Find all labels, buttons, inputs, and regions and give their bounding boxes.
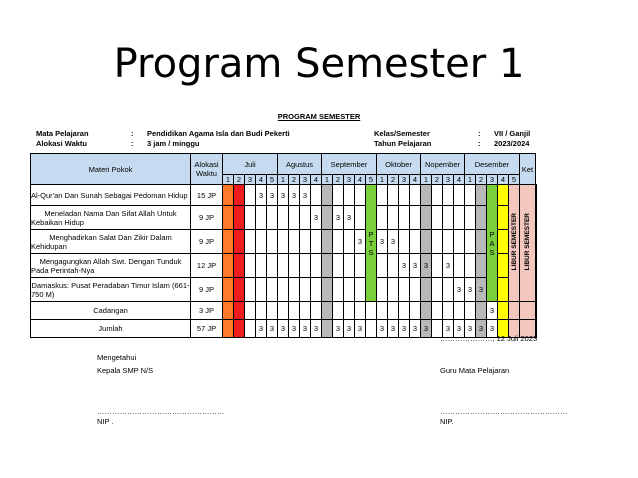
guru-label: Guru Mata Pelajaran <box>440 366 510 375</box>
week-number: 1 <box>278 175 289 185</box>
ket-cell <box>536 278 537 302</box>
week-cell <box>410 302 421 320</box>
week-cell <box>322 206 333 230</box>
materi-cell: Mengagungkan Allah Swt. Dengan Tunduk Pada Perintah-Nya <box>31 254 191 278</box>
week-cell <box>245 185 256 206</box>
week-number: 4 <box>498 175 509 185</box>
table-row <box>31 278 537 302</box>
week-cell <box>377 278 388 302</box>
mengetahui-label: Mengetahui <box>97 353 137 362</box>
week-cell <box>454 185 465 206</box>
week-cell: 3 <box>421 254 432 278</box>
week-cell <box>432 302 443 320</box>
materi-cell: Damaskus: Pusat Peradaban Timur Islam (661-750 M) <box>31 278 191 302</box>
week-cell <box>498 230 509 254</box>
program-semester-table <box>30 153 537 338</box>
week-cell: 3 <box>355 320 366 338</box>
week-cell <box>311 278 322 302</box>
week-cell: 3 <box>454 320 465 338</box>
cadangan-label: Cadangan <box>31 302 191 320</box>
alokasi-cell: 57 JP <box>191 320 223 338</box>
week-cell <box>333 254 344 278</box>
week-cell: 3 <box>278 320 289 338</box>
week-cell <box>223 278 234 302</box>
week-number: 1 <box>322 175 333 185</box>
week-cell: 3 <box>465 278 476 302</box>
week-cell <box>355 278 366 302</box>
week-cell: 3 <box>399 320 410 338</box>
week-cell <box>421 206 432 230</box>
libur-semester-cell <box>520 185 536 302</box>
week-cell <box>465 254 476 278</box>
week-cell <box>443 278 454 302</box>
week-cell <box>465 185 476 206</box>
week-cell <box>289 302 300 320</box>
header-month: Desember <box>465 154 520 175</box>
nip-right: NIP. <box>440 417 454 426</box>
week-cell <box>366 302 377 320</box>
week-cell: 3 <box>289 320 300 338</box>
week-cell <box>498 254 509 278</box>
week-cell <box>432 230 443 254</box>
week-cell <box>322 302 333 320</box>
week-cell <box>311 254 322 278</box>
week-cell <box>366 320 377 338</box>
header-materi: Materi Pokok <box>31 154 191 185</box>
week-cell <box>498 302 509 320</box>
week-number: 2 <box>432 175 443 185</box>
week-cell <box>234 254 245 278</box>
week-cell: 3 <box>355 230 366 254</box>
week-number: 1 <box>465 175 476 185</box>
week-cell <box>476 254 487 278</box>
subject-value: Pendidikan Agama Isla dan Budi Pekerti <box>147 129 290 138</box>
table-row <box>31 230 537 254</box>
week-cell <box>245 302 256 320</box>
week-cell <box>245 230 256 254</box>
week-cell <box>454 206 465 230</box>
table-row <box>31 254 537 278</box>
week-number: 2 <box>333 175 344 185</box>
week-cell <box>432 254 443 278</box>
header-month: Oktober <box>377 154 421 175</box>
week-number: 2 <box>388 175 399 185</box>
week-cell: 3 <box>465 320 476 338</box>
week-number: 3 <box>300 175 311 185</box>
week-cell <box>421 278 432 302</box>
libur-semester-cell <box>509 185 520 302</box>
week-cell <box>421 230 432 254</box>
week-cell <box>278 302 289 320</box>
week-cell <box>498 278 509 302</box>
week-cell <box>300 206 311 230</box>
week-cell <box>355 254 366 278</box>
week-cell <box>256 206 267 230</box>
week-cell <box>443 230 454 254</box>
subject-label: Mata Pelajaran <box>36 129 89 138</box>
table-row <box>31 206 537 230</box>
week-cell: 3 <box>487 320 498 338</box>
week-cell <box>223 206 234 230</box>
week-cell <box>344 185 355 206</box>
week-cell <box>498 206 509 230</box>
week-cell: 3 <box>311 206 322 230</box>
ket-cell <box>536 230 537 254</box>
week-cell <box>234 206 245 230</box>
week-cell <box>234 302 245 320</box>
week-cell <box>289 230 300 254</box>
week-cell <box>234 230 245 254</box>
week-cell <box>454 254 465 278</box>
week-cell <box>476 230 487 254</box>
week-number: 4 <box>256 175 267 185</box>
week-cell <box>388 206 399 230</box>
week-cell: 3 <box>300 320 311 338</box>
week-cell <box>520 302 536 320</box>
week-cell <box>333 278 344 302</box>
week-cell <box>289 206 300 230</box>
table-row <box>31 185 537 206</box>
week-cell <box>289 254 300 278</box>
week-cell <box>234 185 245 206</box>
week-cell: 3 <box>454 278 465 302</box>
time-label: Alokasi Waktu <box>36 139 87 148</box>
header-month: Juli <box>223 154 278 175</box>
week-cell <box>322 230 333 254</box>
week-cell <box>311 185 322 206</box>
signature-line-left: …………………………………………… <box>97 407 225 416</box>
week-cell <box>267 206 278 230</box>
week-cell <box>311 302 322 320</box>
week-cell: 3 <box>344 206 355 230</box>
week-cell <box>465 230 476 254</box>
signature-line-right: …………………………………………… <box>440 407 568 416</box>
week-cell <box>300 230 311 254</box>
week-cell <box>344 254 355 278</box>
week-number: 5 <box>267 175 278 185</box>
week-cell <box>344 302 355 320</box>
alokasi-cell: 15 JP <box>191 185 223 206</box>
week-cell: 3 <box>377 320 388 338</box>
week-cell <box>410 185 421 206</box>
week-cell <box>465 206 476 230</box>
week-cell <box>388 278 399 302</box>
week-cell <box>355 302 366 320</box>
week-cell: 3 <box>399 254 410 278</box>
class-value: VII / Ganjil <box>494 129 531 138</box>
week-cell <box>344 278 355 302</box>
week-cell: 3 <box>377 230 388 254</box>
week-cell: 3 <box>289 185 300 206</box>
week-cell: 3 <box>388 230 399 254</box>
week-cell <box>388 302 399 320</box>
class-colon: : <box>478 129 481 138</box>
week-cell <box>399 230 410 254</box>
week-cell <box>388 254 399 278</box>
week-cell <box>278 254 289 278</box>
header-row-months <box>31 154 537 175</box>
week-cell <box>322 320 333 338</box>
week-cell <box>333 185 344 206</box>
week-number: 5 <box>366 175 377 185</box>
week-cell <box>223 254 234 278</box>
week-cell <box>267 230 278 254</box>
ket-cell <box>536 185 537 206</box>
week-cell <box>267 278 278 302</box>
week-cell: 3 <box>311 320 322 338</box>
week-cell <box>245 254 256 278</box>
time-colon: : <box>131 139 134 148</box>
time-value: 3 jam / minggu <box>147 139 200 148</box>
week-cell <box>421 302 432 320</box>
week-number: 2 <box>289 175 300 185</box>
week-cell <box>410 278 421 302</box>
week-cell <box>410 230 421 254</box>
week-cell <box>256 230 267 254</box>
class-label: Kelas/Semester <box>374 129 430 138</box>
week-cell <box>476 302 487 320</box>
document-title: PROGRAM SEMESTER <box>277 112 361 121</box>
pts-label: PTS <box>368 229 374 257</box>
week-number: 3 <box>487 175 498 185</box>
week-number: 3 <box>399 175 410 185</box>
week-number: 3 <box>344 175 355 185</box>
alokasi-cell: 12 JP <box>191 254 223 278</box>
week-cell <box>267 302 278 320</box>
week-number: 4 <box>311 175 322 185</box>
week-cell <box>377 254 388 278</box>
week-cell <box>267 254 278 278</box>
week-cell <box>278 230 289 254</box>
week-cell <box>289 278 300 302</box>
week-cell <box>377 185 388 206</box>
week-cell <box>245 206 256 230</box>
week-cell <box>223 185 234 206</box>
week-cell <box>432 185 443 206</box>
week-cell: 3 <box>256 320 267 338</box>
week-cell <box>399 278 410 302</box>
week-cell <box>355 206 366 230</box>
ket-cell <box>536 302 537 320</box>
week-number: 1 <box>223 175 234 185</box>
week-cell <box>300 278 311 302</box>
week-cell <box>454 230 465 254</box>
week-cell: 3 <box>300 185 311 206</box>
week-cell <box>476 206 487 230</box>
week-cell: 3 <box>256 185 267 206</box>
year-label: Tahun Pelajaran <box>374 139 432 148</box>
year-colon: : <box>478 139 481 148</box>
week-cell <box>300 302 311 320</box>
week-cell <box>278 278 289 302</box>
week-cell: 3 <box>388 320 399 338</box>
ket-cell <box>536 206 537 230</box>
week-number: 3 <box>443 175 454 185</box>
nip-left: NIP . <box>97 417 114 426</box>
week-cell <box>454 302 465 320</box>
header-month: September <box>322 154 377 175</box>
week-cell: 3 <box>267 320 278 338</box>
alokasi-cell: 9 JP <box>191 278 223 302</box>
signature-date: …………………, 12 Juli 2023 <box>440 334 538 343</box>
week-cell <box>234 278 245 302</box>
libur-semester-label: LIBUR SEMESTER <box>524 213 531 271</box>
week-cell <box>432 206 443 230</box>
week-cell <box>399 302 410 320</box>
week-cell: 3 <box>476 278 487 302</box>
week-cell: 3 <box>476 320 487 338</box>
week-cell: 3 <box>333 206 344 230</box>
week-number: 2 <box>234 175 245 185</box>
week-cell <box>443 185 454 206</box>
week-number: 4 <box>454 175 465 185</box>
week-cell: 3 <box>333 320 344 338</box>
week-number: 4 <box>410 175 421 185</box>
pts-cell <box>366 185 377 302</box>
week-cell <box>410 206 421 230</box>
slide-title: Program Semester 1 <box>113 41 525 87</box>
week-cell <box>256 302 267 320</box>
week-number: 3 <box>245 175 256 185</box>
pas-label: PAS <box>489 229 495 257</box>
week-cell: 3 <box>410 254 421 278</box>
ket-cell <box>536 254 537 278</box>
jumlah-label: Jumlah <box>31 320 191 338</box>
week-cell: 3 <box>344 320 355 338</box>
header-ket: Ket <box>520 154 536 185</box>
week-cell <box>443 302 454 320</box>
week-cell <box>498 185 509 206</box>
week-cell <box>432 278 443 302</box>
alokasi-cell: 9 JP <box>191 230 223 254</box>
year-value: 2023/2024 <box>494 139 530 148</box>
week-cell: 3 <box>443 254 454 278</box>
week-cell: 3 <box>443 320 454 338</box>
week-cell: 3 <box>421 320 432 338</box>
program-table-wrapper <box>30 153 537 338</box>
week-number: 1 <box>377 175 388 185</box>
materi-cell: Menghadirkan Salat Dan Zikir Dalam Kehidupan <box>31 230 191 254</box>
week-number: 5 <box>509 175 520 185</box>
week-cell <box>377 206 388 230</box>
week-cell <box>421 185 432 206</box>
week-cell <box>322 254 333 278</box>
week-cell <box>388 185 399 206</box>
week-number: 4 <box>355 175 366 185</box>
week-cell <box>223 320 234 338</box>
week-cell: 3 <box>487 302 498 320</box>
libur-semester-label: LIBUR SEMESTER <box>510 213 518 271</box>
week-cell <box>311 230 322 254</box>
week-cell <box>355 185 366 206</box>
header-month: Agustus <box>278 154 322 175</box>
week-cell <box>443 206 454 230</box>
week-cell <box>322 185 333 206</box>
week-cell <box>256 278 267 302</box>
header-month: Nopember <box>421 154 465 175</box>
pas-cell <box>487 185 498 302</box>
materi-cell: Al-Qur'an Dan Sunah Sebagai Pedoman Hidup <box>31 185 191 206</box>
week-cell <box>256 254 267 278</box>
week-cell <box>300 254 311 278</box>
week-cell <box>509 302 520 320</box>
week-cell <box>344 230 355 254</box>
week-cell <box>476 185 487 206</box>
week-cell <box>234 320 245 338</box>
header-alokasi: Alokasi Waktu <box>191 154 223 185</box>
week-cell <box>223 302 234 320</box>
alokasi-cell: 3 JP <box>191 302 223 320</box>
kepala-label: Kepala SMP N/S <box>97 366 154 375</box>
week-cell <box>399 185 410 206</box>
materi-cell: Meneladan Nama Dan Sifat Allah Untuk Kebaikan Hidup <box>31 206 191 230</box>
week-cell <box>333 302 344 320</box>
week-number: 1 <box>421 175 432 185</box>
week-cell <box>278 206 289 230</box>
week-cell <box>223 230 234 254</box>
week-cell <box>333 230 344 254</box>
cadangan-row <box>31 302 537 320</box>
week-cell <box>399 206 410 230</box>
alokasi-cell: 9 JP <box>191 206 223 230</box>
week-cell: 3 <box>267 185 278 206</box>
week-cell <box>322 278 333 302</box>
week-cell <box>245 278 256 302</box>
week-cell <box>377 302 388 320</box>
week-cell <box>465 302 476 320</box>
week-cell: 3 <box>410 320 421 338</box>
subject-colon: : <box>131 129 134 138</box>
week-number: 2 <box>476 175 487 185</box>
week-cell <box>245 320 256 338</box>
week-cell: 3 <box>278 185 289 206</box>
